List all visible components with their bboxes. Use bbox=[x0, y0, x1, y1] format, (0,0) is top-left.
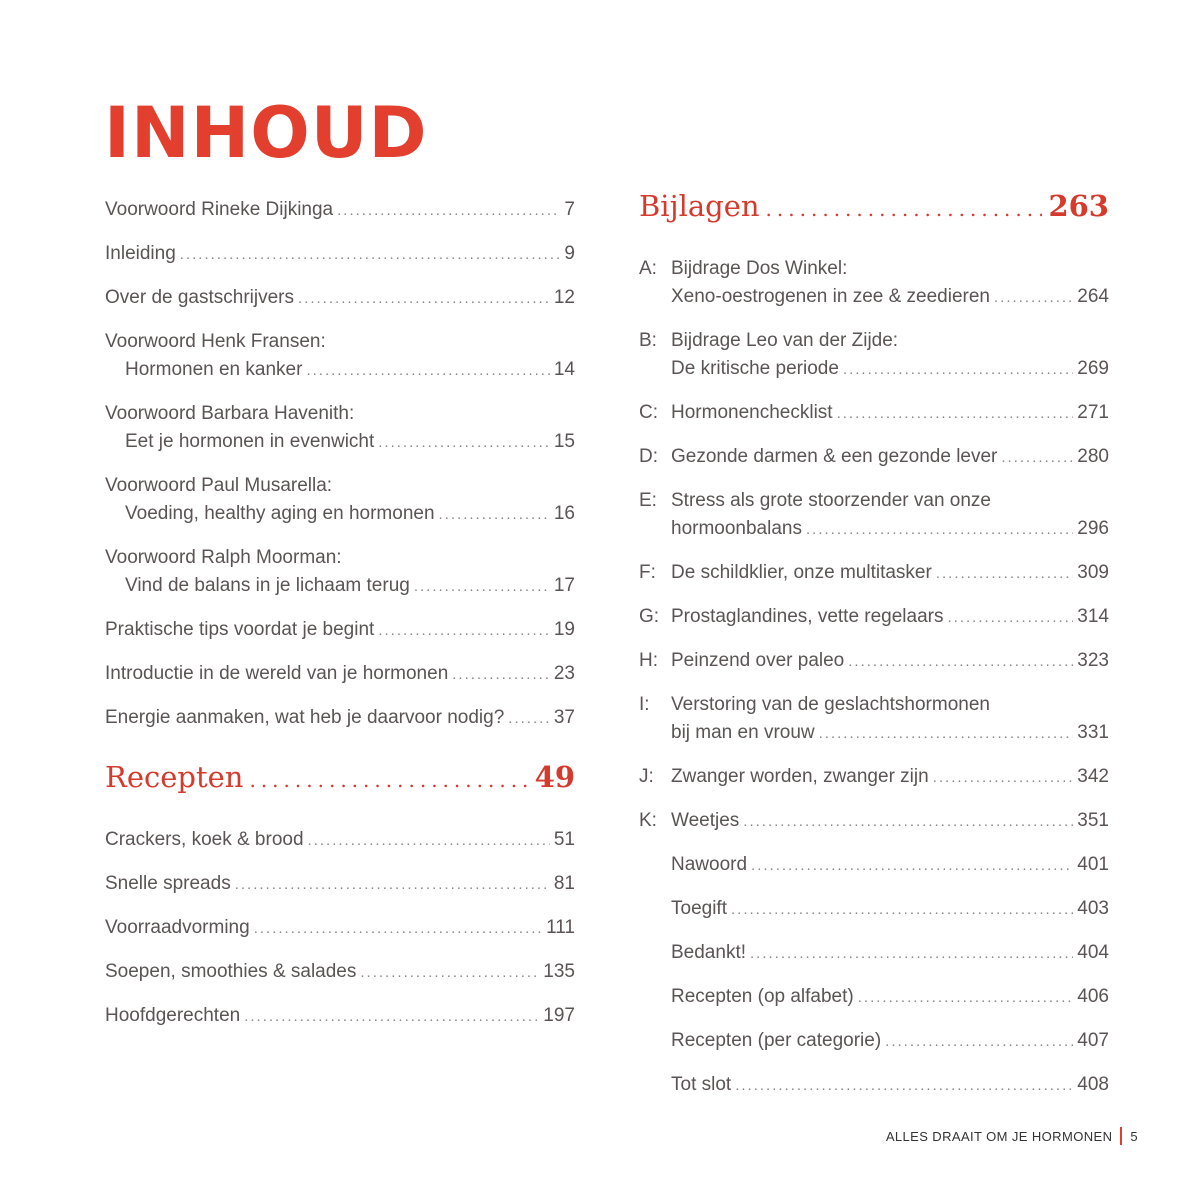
toc-left-column bbox=[105, 196, 575, 1046]
dot-leader bbox=[337, 197, 560, 225]
dot-leader bbox=[743, 808, 1073, 836]
toc-entry[interactable] bbox=[639, 807, 1109, 836]
toc-entry-title: Voorraadvorming bbox=[105, 917, 250, 938]
dot-leader bbox=[360, 959, 539, 987]
toc-entry-title: Voeding, healthy aging en hormonen bbox=[125, 503, 435, 524]
toc-entry-title: Bedankt! bbox=[671, 942, 746, 963]
toc-entry-title: Weetjes bbox=[671, 810, 740, 831]
dot-leader bbox=[819, 720, 1074, 748]
dot-leader bbox=[751, 852, 1073, 880]
toc-entry[interactable] bbox=[639, 895, 1109, 924]
toc-entry[interactable] bbox=[639, 399, 1109, 428]
toc-page-number: 323 bbox=[1077, 650, 1109, 671]
dot-leader bbox=[948, 604, 1074, 632]
toc-entry-title: Over de gastschrijvers bbox=[105, 287, 295, 308]
toc-page-number: 296 bbox=[1077, 518, 1109, 539]
dot-leader bbox=[235, 871, 550, 899]
toc-entry-title: Crackers, koek & brood bbox=[105, 829, 304, 850]
toc-entry[interactable] bbox=[105, 284, 575, 313]
page-number: 5 bbox=[1130, 1128, 1138, 1144]
toc-page-number: 51 bbox=[553, 829, 575, 850]
toc-entry-title: Vind de balans in je lichaam terug bbox=[125, 575, 410, 596]
toc-entry[interactable] bbox=[639, 983, 1109, 1012]
section-title: Bijlagen bbox=[639, 189, 760, 223]
appendix-letter: F: bbox=[639, 562, 656, 583]
appendix-letter: G: bbox=[639, 606, 660, 627]
toc-appendix-list bbox=[639, 255, 1109, 1100]
toc-page-number: 14 bbox=[553, 359, 575, 380]
toc-entry[interactable] bbox=[105, 472, 575, 529]
toc-page-number: 19 bbox=[553, 619, 575, 640]
dot-leader bbox=[308, 827, 550, 855]
toc-page-number: 271 bbox=[1077, 402, 1109, 423]
toc-entry[interactable] bbox=[105, 704, 575, 733]
footer-divider bbox=[1120, 1127, 1122, 1145]
toc-page-number: 81 bbox=[553, 873, 575, 894]
appendix-letter: I: bbox=[639, 694, 650, 715]
toc-entry[interactable] bbox=[639, 851, 1109, 880]
appendix-letter: D: bbox=[639, 446, 658, 467]
toc-entry-title: Eet je hormonen in evenwicht bbox=[125, 431, 375, 452]
page-title: INHOUD bbox=[104, 92, 428, 174]
running-title: ALLES DRAAIT OM JE HORMONEN bbox=[885, 1128, 1113, 1144]
dot-leader bbox=[766, 189, 1043, 229]
toc-entry-title: Recepten (op alfabet) bbox=[671, 986, 854, 1007]
dot-leader bbox=[806, 516, 1073, 544]
toc-entry-title: Soepen, smoothies & salades bbox=[105, 961, 357, 982]
dot-leader bbox=[180, 241, 561, 269]
toc-entry[interactable] bbox=[105, 616, 575, 645]
toc-right-column bbox=[639, 186, 1109, 1115]
toc-entry-title: Introductie in de wereld van je hormonen bbox=[105, 663, 449, 684]
toc-page-number: 197 bbox=[543, 1005, 575, 1026]
toc-entry[interactable] bbox=[639, 603, 1109, 632]
toc-entry-title: Stress als grote stoorzender van onze bbox=[671, 490, 992, 511]
toc-entry[interactable] bbox=[639, 647, 1109, 676]
toc-entry-title: De kritische periode bbox=[671, 358, 839, 379]
toc-entry-title: Energie aanmaken, wat heb je daarvoor nodig? bbox=[105, 707, 505, 728]
toc-entry-title: Zwanger worden, zwanger zijn bbox=[671, 766, 929, 787]
toc-entry-title: Tot slot bbox=[671, 1074, 732, 1095]
section-heading-bijlagen[interactable] bbox=[639, 186, 1109, 229]
toc-entry[interactable] bbox=[639, 939, 1109, 968]
toc-page-number: 331 bbox=[1077, 722, 1109, 743]
toc-page-number: 269 bbox=[1077, 358, 1109, 379]
dot-leader bbox=[452, 661, 550, 689]
dot-leader bbox=[378, 429, 550, 457]
toc-page-number: 264 bbox=[1077, 286, 1109, 307]
dot-leader bbox=[306, 357, 549, 385]
toc-page-number: 404 bbox=[1077, 942, 1109, 963]
toc-entry[interactable] bbox=[639, 327, 1109, 384]
toc-entry[interactable] bbox=[105, 826, 575, 855]
toc-entry-title: hormoonbalans bbox=[671, 518, 802, 539]
toc-entry-title: Nawoord bbox=[671, 854, 748, 875]
page-footer bbox=[886, 1127, 1138, 1145]
appendix-letter: K: bbox=[639, 810, 657, 831]
dot-leader bbox=[858, 984, 1074, 1012]
toc-entry-title: Bijdrage Leo van der Zijde: bbox=[671, 330, 899, 351]
section-title: Recepten bbox=[105, 760, 244, 794]
toc-entry-title: Praktische tips voordat je begint bbox=[105, 619, 375, 640]
appendix-letter: E: bbox=[639, 490, 657, 511]
toc-entry[interactable] bbox=[639, 487, 1109, 544]
toc-entry-title: Verstoring van de geslachtshormonen bbox=[671, 694, 990, 715]
toc-entry-title: Recepten (per categorie) bbox=[671, 1030, 882, 1051]
dot-leader bbox=[750, 940, 1073, 968]
toc-entry[interactable] bbox=[105, 1002, 575, 1031]
toc-page-number: 309 bbox=[1077, 562, 1109, 583]
toc-entry-title: bij man en vrouw bbox=[671, 722, 815, 743]
section-page-number: 49 bbox=[534, 760, 575, 794]
toc-entry-title: Voorwoord Henk Fransen: bbox=[105, 331, 326, 352]
toc-page-number: 7 bbox=[564, 199, 575, 220]
dot-leader bbox=[298, 285, 550, 313]
toc-page-number: 23 bbox=[553, 663, 575, 684]
toc-entry[interactable] bbox=[639, 443, 1109, 472]
toc-entry[interactable] bbox=[105, 958, 575, 987]
toc-page-number: 406 bbox=[1077, 986, 1109, 1007]
toc-entry-title: Voorwoord Barbara Havenith: bbox=[105, 403, 355, 424]
toc-page-number: 342 bbox=[1077, 766, 1109, 787]
toc-entry[interactable] bbox=[639, 559, 1109, 588]
toc-page-number: 407 bbox=[1077, 1030, 1109, 1051]
toc-entry[interactable] bbox=[639, 255, 1109, 312]
toc-entry[interactable] bbox=[105, 196, 575, 225]
toc-entry-title: Voorwoord Ralph Moorman: bbox=[105, 547, 342, 568]
appendix-letter: H: bbox=[639, 650, 658, 671]
dot-leader bbox=[1001, 444, 1073, 472]
appendix-letter: J: bbox=[639, 766, 654, 787]
toc-entry[interactable] bbox=[639, 1071, 1109, 1100]
toc-entry[interactable] bbox=[639, 691, 1109, 748]
toc-page-number: 351 bbox=[1077, 810, 1109, 831]
toc-recipes-list bbox=[105, 826, 575, 1031]
toc-page-number: 16 bbox=[553, 503, 575, 524]
dot-leader bbox=[414, 573, 550, 601]
toc-page-number: 280 bbox=[1077, 446, 1109, 467]
toc-entry[interactable] bbox=[105, 914, 575, 943]
toc-entry-title: Prostaglandines, vette regelaars bbox=[671, 606, 944, 627]
toc-entry-title: Voorwoord Rineke Dijkinga bbox=[105, 199, 334, 220]
dot-leader bbox=[885, 1028, 1073, 1056]
appendix-letter: A: bbox=[639, 258, 657, 279]
toc-page-number: 15 bbox=[553, 431, 575, 452]
toc-entry-title: Hoofdgerechten bbox=[105, 1005, 241, 1026]
toc-entry-title: Xeno-oestrogenen in zee & zeedieren bbox=[671, 286, 991, 307]
toc-intro-list bbox=[105, 196, 575, 733]
toc-page-number: 314 bbox=[1077, 606, 1109, 627]
appendix-letter: C: bbox=[639, 402, 658, 423]
toc-entry-title: Hormonenchecklist bbox=[671, 402, 833, 423]
dot-leader bbox=[936, 560, 1073, 588]
toc-page-number: 12 bbox=[553, 287, 575, 308]
toc-entry-title: Toegift bbox=[671, 898, 727, 919]
toc-entry[interactable] bbox=[105, 240, 575, 269]
dot-leader bbox=[843, 356, 1073, 384]
toc-page-number: 403 bbox=[1077, 898, 1109, 919]
toc-entry-title: Inleiding bbox=[105, 243, 176, 264]
toc-entry[interactable] bbox=[639, 1027, 1109, 1056]
toc-entry[interactable] bbox=[105, 870, 575, 899]
toc-entry[interactable] bbox=[105, 544, 575, 601]
toc-page-number: 9 bbox=[564, 243, 575, 264]
toc-page-number: 111 bbox=[546, 917, 575, 938]
dot-leader bbox=[994, 284, 1073, 312]
appendix-letter: B: bbox=[639, 330, 657, 351]
toc-entry-title: Bijdrage Dos Winkel: bbox=[671, 258, 848, 279]
toc-entry[interactable] bbox=[105, 660, 575, 689]
toc-entry-title: Voorwoord Paul Musarella: bbox=[105, 475, 333, 496]
dot-leader bbox=[848, 648, 1073, 676]
dot-leader bbox=[439, 501, 550, 529]
toc-page-number: 37 bbox=[553, 707, 575, 728]
dot-leader bbox=[837, 400, 1074, 428]
dot-leader bbox=[249, 760, 528, 800]
toc-page-number: 408 bbox=[1077, 1074, 1109, 1095]
toc-page-number: 135 bbox=[543, 961, 575, 982]
toc-entry-title: Snelle spreads bbox=[105, 873, 231, 894]
toc-entry[interactable] bbox=[105, 400, 575, 457]
dot-leader bbox=[508, 705, 550, 733]
dot-leader bbox=[244, 1003, 539, 1031]
toc-entry-title: Hormonen en kanker bbox=[125, 359, 303, 380]
dot-leader bbox=[378, 617, 550, 645]
dot-leader bbox=[735, 1072, 1073, 1100]
toc-entry[interactable] bbox=[105, 328, 575, 385]
toc-page-number: 401 bbox=[1077, 854, 1109, 875]
toc-entry-title: Gezonde darmen & een gezonde lever bbox=[671, 446, 998, 467]
toc-entry-title: Peinzend over paleo bbox=[671, 650, 845, 671]
section-page-number: 263 bbox=[1048, 189, 1109, 223]
dot-leader bbox=[254, 915, 542, 943]
dot-leader bbox=[933, 764, 1074, 792]
dot-leader bbox=[731, 896, 1073, 924]
toc-page-number: 17 bbox=[553, 575, 575, 596]
toc-entry[interactable] bbox=[639, 763, 1109, 792]
toc-entry-title: De schildklier, onze multitasker bbox=[671, 562, 932, 583]
section-heading-recepten[interactable] bbox=[105, 757, 575, 800]
